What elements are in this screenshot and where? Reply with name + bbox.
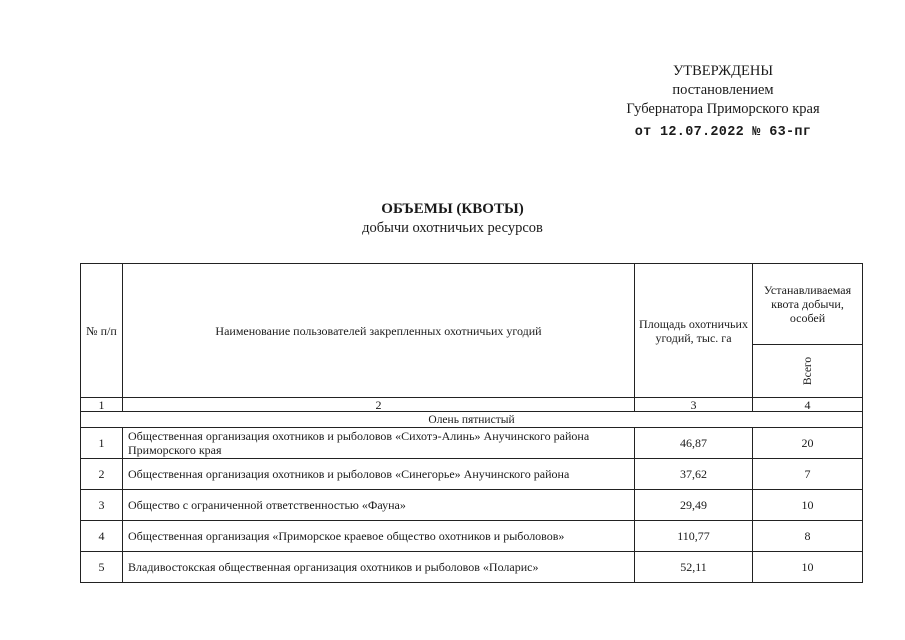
row-number: 4 bbox=[81, 521, 123, 552]
table-row bbox=[81, 490, 863, 521]
row-area: 110,77 bbox=[635, 521, 753, 552]
column-number-row bbox=[81, 398, 863, 412]
row-quota: 10 bbox=[753, 552, 863, 583]
col-number: 1 bbox=[81, 398, 123, 412]
row-name: Общественная организация «Приморское краевое общество охотников и рыболовов» bbox=[123, 521, 635, 552]
section-title: Олень пятнистый bbox=[81, 412, 863, 428]
row-quota: 10 bbox=[753, 490, 863, 521]
row-name: Общественная организация охотников и рыболовов «Синегорье» Анучинского района bbox=[123, 459, 635, 490]
row-number: 3 bbox=[81, 490, 123, 521]
approval-line-governor: Губернатора Приморского края bbox=[626, 101, 820, 117]
row-area: 46,87 bbox=[635, 428, 753, 459]
col-number: 3 bbox=[635, 398, 753, 412]
table-row bbox=[81, 459, 863, 490]
decree-number-stamp: от 12.07.2022 № 63-пг bbox=[634, 125, 812, 140]
col-number: 4 bbox=[753, 398, 863, 412]
quota-table bbox=[80, 263, 863, 583]
approval-block bbox=[603, 62, 843, 142]
row-area: 52,11 bbox=[635, 552, 753, 583]
header-quota: Устанавливаемая квота добычи, особей bbox=[753, 264, 863, 345]
row-number: 1 bbox=[81, 428, 123, 459]
row-name: Общество с ограниченной ответственностью «Фауна» bbox=[123, 490, 635, 521]
approval-title: УТВЕРЖДЕНЫ bbox=[672, 63, 774, 79]
row-number: 2 bbox=[81, 459, 123, 490]
header-area: Площадь охотничьих угодий, тыс. га bbox=[635, 264, 753, 398]
approval-line-decree-type: постановлением bbox=[672, 82, 774, 98]
document-subtitle: добычи охотничьих ресурсов bbox=[362, 220, 543, 236]
table-row bbox=[81, 552, 863, 583]
row-quota: 20 bbox=[753, 428, 863, 459]
table-row bbox=[81, 428, 863, 459]
document-title-block bbox=[0, 200, 905, 238]
header-total: Всего bbox=[801, 356, 814, 386]
document-title: ОБЪЕМЫ (КВОТЫ) bbox=[381, 201, 524, 217]
row-name: Владивостокская общественная организация охотников и рыболовов «Поларис» bbox=[123, 552, 635, 583]
row-quota: 8 bbox=[753, 521, 863, 552]
row-name: Общественная организация охотников и рыболовов «Сихотэ-Алинь» Анучинского района Приморского края bbox=[123, 428, 635, 459]
header-total-cell bbox=[753, 345, 863, 398]
row-area: 37,62 bbox=[635, 459, 753, 490]
section-row bbox=[81, 412, 863, 428]
row-number: 5 bbox=[81, 552, 123, 583]
col-number: 2 bbox=[123, 398, 635, 412]
header-num: № п/п bbox=[81, 264, 123, 398]
row-quota: 7 bbox=[753, 459, 863, 490]
header-name: Наименование пользователей закрепленных охотничьих угодий bbox=[123, 264, 635, 398]
table-row bbox=[81, 521, 863, 552]
row-area: 29,49 bbox=[635, 490, 753, 521]
